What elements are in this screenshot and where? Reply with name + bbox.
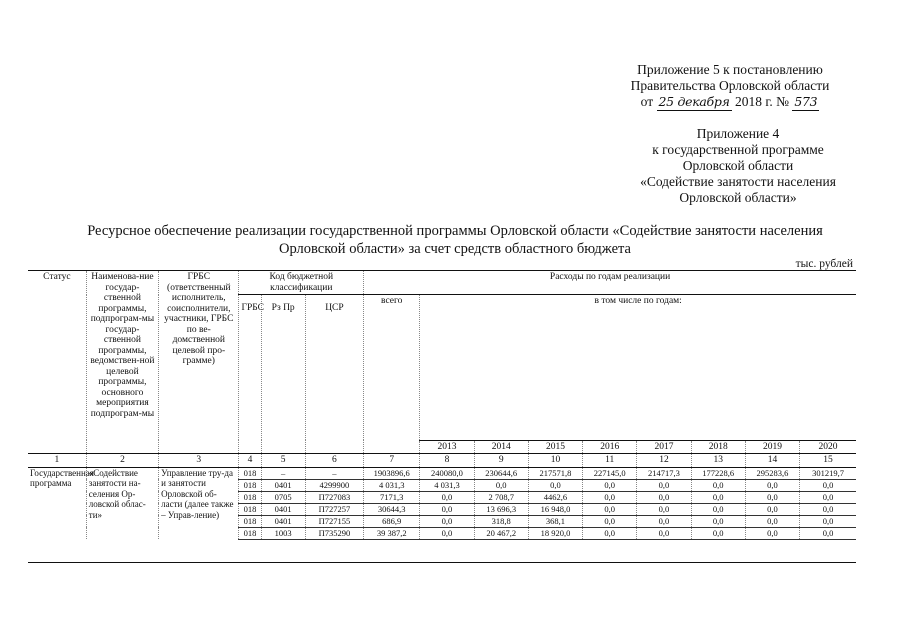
- total-value: 4 031,3: [364, 479, 420, 491]
- grbs-code: 018: [239, 503, 261, 515]
- year-value: 0,0: [691, 527, 745, 539]
- rzpr-code: –: [261, 467, 305, 479]
- header-grbs-col: ГРБС: [239, 295, 261, 454]
- header-year: 2019: [745, 440, 799, 454]
- header-year: 2017: [637, 440, 691, 454]
- header-name: Наименова-ние государ-ственной программы, подпрограм-мы государ-ственной программы, ведомствен-ной целевой программы, основного мероприятия подпрограм-мы: [86, 271, 158, 454]
- column-number: 13: [691, 454, 745, 468]
- program-name-cell: «Содействие занятости на-селения Ор-ловской облас-ти»: [86, 467, 158, 539]
- csr-code: П727083: [305, 491, 363, 503]
- year-value: 16 948,0: [528, 503, 582, 515]
- header-year: 2015: [528, 440, 582, 454]
- year-value: 318,8: [474, 515, 528, 527]
- year-value: 18 920,0: [528, 527, 582, 539]
- year-value: 0,0: [583, 515, 637, 527]
- column-number: 7: [364, 454, 420, 468]
- year-value: 0,0: [637, 503, 691, 515]
- year-value: 4462,6: [528, 491, 582, 503]
- column-number: 4: [239, 454, 261, 468]
- header-year: 2014: [474, 440, 528, 454]
- year-value: 240080,0: [420, 467, 474, 479]
- table-bottom-rule: [28, 562, 856, 563]
- year-value: 0,0: [637, 515, 691, 527]
- year-value: 0,0: [583, 479, 637, 491]
- year-value: 0,0: [800, 491, 856, 503]
- header-total: всего: [364, 295, 420, 454]
- year-value: 368,1: [528, 515, 582, 527]
- column-numbers-row: [28, 454, 856, 468]
- csr-code: П735290: [305, 527, 363, 539]
- appendix-line-4: «Содействие занятости населения: [640, 174, 836, 189]
- column-number: 9: [474, 454, 528, 468]
- year-value: 0,0: [637, 491, 691, 503]
- year-value: 177228,6: [691, 467, 745, 479]
- year-value: 214717,3: [637, 467, 691, 479]
- csr-code: П727257: [305, 503, 363, 515]
- column-number: 5: [261, 454, 305, 468]
- year-value: 2 708,7: [474, 491, 528, 503]
- document-title-line-2: Орловской области» за счет средств областного бюджета: [279, 241, 631, 257]
- year-value: 295283,6: [745, 467, 799, 479]
- year-value: 217571,8: [528, 467, 582, 479]
- grbs-code: 018: [239, 467, 261, 479]
- header-year: 2018: [691, 440, 745, 454]
- handwritten-date: 25 декабря: [658, 94, 730, 109]
- year-value: 13 696,3: [474, 503, 528, 515]
- header-year: 2020: [818, 441, 838, 452]
- rzpr-code: 0401: [261, 479, 305, 491]
- appendix-line-3: Орловской области: [682, 158, 794, 173]
- year-value: 4 031,3: [420, 479, 474, 491]
- year-value: 230644,6: [474, 467, 528, 479]
- decree-line-2: Правительства Орловской области: [630, 78, 830, 93]
- year-value: 0,0: [528, 479, 582, 491]
- decree-header: [600, 62, 860, 111]
- decree-year-number: 2018 г. №: [734, 94, 789, 109]
- year-value: 0,0: [691, 491, 745, 503]
- rzpr-code: 1003: [261, 527, 305, 539]
- decree-line-1: Приложение 5 к постановлению: [637, 62, 823, 77]
- rzpr-code: 0401: [261, 503, 305, 515]
- total-value: 30644,3: [364, 503, 420, 515]
- year-value: 0,0: [745, 527, 799, 539]
- column-number: 11: [583, 454, 637, 468]
- grbs-name-cell: Управление тру-да и занятости Орловской об-ласти (далее также – Управ-ление): [159, 467, 239, 539]
- total-value: 1903896,6: [364, 467, 420, 479]
- year-value: 0,0: [800, 479, 856, 491]
- handwritten-number: 573: [794, 94, 818, 109]
- header-code: Код бюджетной классификации: [239, 271, 364, 295]
- year-value: 0,0: [745, 479, 799, 491]
- year-value: 0,0: [800, 503, 856, 515]
- column-number: 1: [28, 454, 86, 468]
- grbs-code: 018: [239, 527, 261, 539]
- header-by-years: в том числе по годам:: [420, 295, 856, 441]
- header-rzpr: Рз Пр: [261, 295, 305, 454]
- header-csr: ЦСР: [305, 295, 363, 454]
- units-label: тыс. рублей: [795, 258, 853, 270]
- document-title: [55, 222, 855, 258]
- year-value: 0,0: [691, 515, 745, 527]
- header-status: Статус: [28, 271, 86, 454]
- year-value: 0,0: [583, 527, 637, 539]
- header-year: 2016: [583, 440, 637, 454]
- year-value: 0,0: [745, 503, 799, 515]
- rzpr-code: 0401: [261, 515, 305, 527]
- year-value: 0,0: [420, 491, 474, 503]
- appendix-header: [618, 126, 858, 206]
- year-value: 0,0: [474, 479, 528, 491]
- year-value: 0,0: [583, 491, 637, 503]
- decree-prefix: от: [640, 94, 654, 109]
- document-title-line-1: Ресурсное обеспечение реализации государственной программы Орловской области «Содействие занятости населения: [87, 223, 823, 239]
- year-value: 0,0: [745, 491, 799, 503]
- year-value: 0,0: [420, 515, 474, 527]
- grbs-code: 018: [239, 491, 261, 503]
- header-year: 2013: [420, 440, 474, 454]
- column-number: 12: [637, 454, 691, 468]
- grbs-code: 018: [239, 479, 261, 491]
- csr-code: –: [305, 467, 363, 479]
- year-value: 0,0: [583, 503, 637, 515]
- year-value: 0,0: [691, 479, 745, 491]
- column-number: 8: [420, 454, 474, 468]
- year-value: 0,0: [420, 527, 474, 539]
- rzpr-code: 0705: [261, 491, 305, 503]
- table-row: [28, 467, 856, 479]
- year-value: 301219,7: [800, 467, 856, 479]
- year-value: 0,0: [420, 503, 474, 515]
- column-number: 14: [745, 454, 799, 468]
- year-value: 0,0: [800, 515, 856, 527]
- total-value: 7171,3: [364, 491, 420, 503]
- year-value: 0,0: [637, 527, 691, 539]
- column-number: 6: [305, 454, 363, 468]
- resource-table: [28, 270, 856, 540]
- total-value: 686,9: [364, 515, 420, 527]
- column-number: 2: [86, 454, 158, 468]
- year-value: 0,0: [800, 527, 856, 539]
- decree-date-line: [600, 94, 860, 111]
- header-expenses: Расходы по годам реализации: [364, 271, 856, 295]
- column-number: 3: [159, 454, 239, 468]
- csr-code: П727155: [305, 515, 363, 527]
- appendix-line-2: к государственной программе: [652, 142, 824, 157]
- csr-code: 4299900: [305, 479, 363, 491]
- grbs-code: 018: [239, 515, 261, 527]
- year-value: 227145,0: [583, 467, 637, 479]
- appendix-line-1: Приложение 4: [696, 126, 780, 141]
- year-value: 20 467,2: [474, 527, 528, 539]
- total-value: 39 387,2: [364, 527, 420, 539]
- appendix-line-5: Орловской области»: [679, 190, 797, 205]
- year-value: 0,0: [745, 515, 799, 527]
- header-grbs: ГРБС (ответственный исполнитель, соисполнители, участники, ГРБС по ве-домственной целевой про-грамме): [159, 271, 239, 454]
- column-number: 15: [800, 454, 856, 468]
- column-number: 10: [528, 454, 582, 468]
- year-value: 0,0: [691, 503, 745, 515]
- status-cell: Государственная программа: [28, 467, 86, 539]
- year-value: 0,0: [637, 479, 691, 491]
